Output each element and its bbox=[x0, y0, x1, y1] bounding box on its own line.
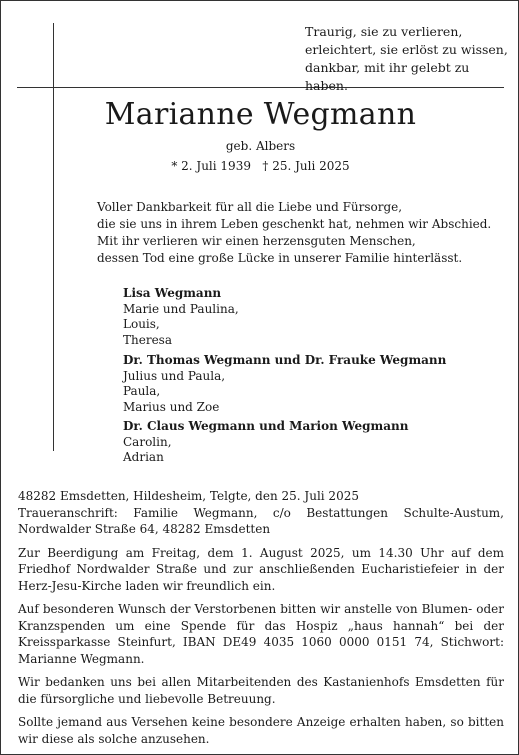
family-group bbox=[123, 353, 503, 415]
thanks-text: Wir bedanken uns bei allen Mitarbeitenden des Kastanienhofs Emsdetten für die fürsorgliche und liebevolle Betreuung. bbox=[18, 675, 504, 706]
family-head: Dr. Thomas Wegmann und Dr. Frauke Wegmann bbox=[123, 353, 447, 367]
family-group bbox=[123, 286, 503, 348]
gratitude-text: Voller Dankbarkeit für all die Liebe und Fürsorge, die sie uns in ihrem Leben geschenkt hat, nehmen wir Abschied. Mit ihr verlieren wir einen herzensguten Menschen, dessen Tod eine große Lücke in unserer Familie hinterlässt. bbox=[97, 200, 492, 265]
funeral-info: Zur Beerdigung am Freitag, dem 1. August 2025, um 14.30 Uhr auf dem Friedhof Nordwalder Straße und zur anschließenden Eucharistiefeier in der Herz-Jesu-Kirche laden wir freundlich ein. bbox=[18, 545, 504, 593]
family-members: Carolin, Adrian bbox=[123, 434, 172, 464]
place-date: 48282 Emsdetten, Hildesheim, Telgte, den 25. Juli 2025 bbox=[18, 489, 359, 503]
family-head: Dr. Claus Wegmann und Marion Wegmann bbox=[123, 419, 409, 433]
donation-info: Auf besonderen Wunsch der Verstorbenen bitten wir anstelle von Blumen- oder Kranzspenden um eine Spende für das Hospiz „haus hannah“ bei der Kreissparkasse Steinfurt, IBAN DE49 4035 1060 0000 0151 74, Stichwort: Marianne Wegmann. bbox=[18, 602, 504, 666]
address-block bbox=[18, 488, 504, 538]
family-members: Marie und Paulina, Louis, Theresa bbox=[123, 301, 239, 347]
mourning-address-line2: Nordwalder Straße 64, 48282 Emsdetten bbox=[18, 522, 271, 536]
family-group bbox=[123, 419, 503, 466]
deceased-name: Marianne Wegmann bbox=[104, 97, 417, 132]
notice-text: Sollte jemand aus Versehen keine besondere Anzeige erhalten haben, so bitten wir diese als solche anzusehen. bbox=[18, 715, 504, 746]
maiden-name: geb. Albers bbox=[225, 139, 296, 153]
footer-info bbox=[18, 488, 504, 754]
family-members: Julius und Paula, Paula, Marius und Zoe bbox=[123, 368, 226, 414]
verse: Traurig, sie zu verlieren, erleichtert, sie erlöst zu wissen, dankbar, mit ihr gelebt zu haben. bbox=[305, 24, 508, 93]
mourning-address-line1: Traueranschrift: Familie Wegmann, c/o Bestattungen Schulte-Austum, bbox=[18, 505, 504, 520]
family-head: Lisa Wegmann bbox=[123, 286, 222, 300]
life-dates: * 2. Juli 1939 † 25. Juli 2025 bbox=[171, 159, 350, 173]
